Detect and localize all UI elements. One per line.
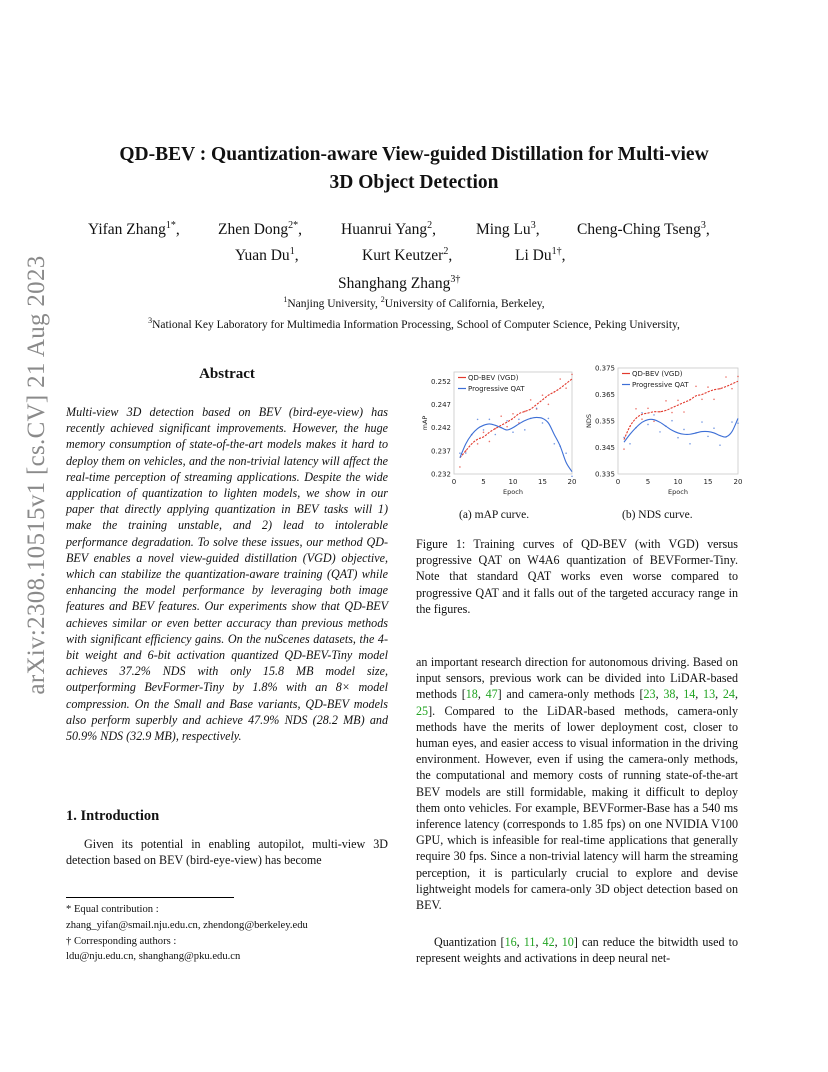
subcaption-a: (a) mAP curve.	[459, 509, 530, 521]
x-axis-label: Epoch	[503, 488, 523, 496]
x-tick-label: 0	[451, 478, 457, 486]
data-point	[653, 414, 655, 416]
y-tick-label: 0.232	[430, 470, 451, 479]
data-point	[489, 419, 491, 421]
author: Li $Du^{1\dagger}$,	[515, 246, 566, 265]
author: Zhen Dong$^{2*}$,	[218, 220, 303, 239]
data-point	[647, 407, 649, 409]
y-tick-label: 0.335	[594, 470, 615, 479]
footnote-line: † Corresponding authors :	[66, 935, 177, 947]
author: Yifan Zhang$^{1*}$,	[88, 220, 180, 239]
data-point	[683, 429, 685, 431]
legend-label: QD-BEV (VGD)	[632, 370, 683, 378]
affiliation-line-2: $^3$National Key Laboratory for Multimedia Information Processing, School of Computer Science, Peking University,	[148, 316, 680, 331]
y-tick-label: 0.355	[594, 417, 615, 426]
data-point	[653, 420, 655, 422]
data-point	[465, 452, 467, 454]
x-tick-label: 15	[538, 478, 547, 486]
footnote-line: * Equal contribution :	[66, 904, 159, 915]
data-point	[542, 422, 544, 424]
x-tick-label: 5	[645, 478, 651, 486]
data-point	[489, 441, 491, 443]
data-point	[623, 448, 625, 450]
data-point	[571, 475, 573, 477]
data-point	[548, 418, 550, 420]
data-point	[459, 466, 461, 468]
data-point	[548, 404, 550, 406]
data-point	[530, 399, 532, 401]
data-point	[689, 443, 691, 445]
arxiv-id: arXiv:2308.10515v1 [cs.CV] 21 Aug 2023	[23, 255, 50, 695]
footnote-line: zhang_yifan@smail.nju.edu.cn, zhendong@berkeley.edu	[66, 919, 308, 931]
citation: 42	[542, 935, 555, 949]
citation: 10	[561, 935, 574, 949]
data-point	[671, 420, 673, 422]
data-point	[506, 420, 508, 422]
footnote-line: ldu@nju.edu.cn, shanghang@pku.edu.cn	[66, 951, 241, 963]
x-tick-label: 0	[615, 478, 621, 486]
data-point	[683, 411, 685, 413]
data-point	[701, 421, 703, 423]
data-point	[737, 376, 739, 378]
data-point	[701, 398, 703, 400]
subcaption-b: (b) NDS curve.	[622, 509, 693, 521]
paper-title	[60, 141, 768, 197]
data-point	[495, 434, 497, 436]
data-point	[565, 387, 567, 389]
x-tick-label: 20	[733, 478, 743, 486]
data-point	[459, 452, 461, 454]
citation: 14	[683, 687, 696, 702]
author: Huanrui Yang$^2$,	[341, 220, 436, 239]
arxiv-stamp	[20, 255, 54, 695]
data-point	[623, 437, 625, 439]
author: Shanghang Zhang$^{3\dagger}$	[338, 274, 461, 293]
title-line-2: 3D Object Detection	[329, 172, 499, 193]
data-point	[565, 452, 567, 454]
data-point	[500, 415, 502, 417]
x-tick-label: 15	[703, 478, 713, 486]
footnotes	[66, 902, 308, 965]
section-heading: 1. Introduction	[66, 808, 160, 824]
data-point	[506, 426, 508, 428]
y-tick-label: 0.375	[594, 364, 615, 373]
affiliation-line-1: $^1$Nanjing University, $^2$University of California, Berkeley,	[283, 295, 545, 310]
citation: 23	[643, 687, 656, 702]
title-line-1: QD-BEV : Quantization-aware View-guided Distillation for Multi-view	[119, 144, 709, 165]
data-point	[542, 394, 544, 396]
data-point	[677, 400, 679, 402]
citation: 24	[722, 687, 735, 702]
abstract-text: Multi-view 3D detection based on BEV (bird-eye-view) has recently achieved significant improvements. However, the huge memory consumption of state-of-the-art models makes it hard to deploy them on vehicles, and the non-trivial latency will affect the real-time perception of streaming applications. Despite the wide application of quantization to lighten models, we show in our paper that directly applying quantization in BEV tasks will 1) make the training unstable, and 2) lead to intolerable performance degradation. To solve these issues, our method QD-BEV enables a novel view-guided distillation (VGD) objective, which can stabilize the quantization-aware training (QAT) while enhancing the model performance by leveraging both image features and BEV features. Our experiments show that QD-BEV achieves similar or even better accuracy than previous methods with significant efficiency gains. On the nuScenes datasets, the 4-bit weight and 6-bit activation quantized QD-BEV-Tiny model achieves 37.2% NDS with only 15.8 MB model size, outperforming BevFormer-Tiny by 1.8% with an 8× model compression. On the Small and Base variants, QD-BEV models also perform superbly and achieve 47.9% NDS (28.2 MB) and 50.9% NDS (32.9 MB), respectively.	[66, 405, 388, 744]
author: Kurt Keutzer$^2$,	[362, 246, 453, 265]
data-point	[635, 408, 637, 410]
author: Cheng-Ching Tseng$^3$,	[577, 220, 710, 239]
data-point	[707, 386, 709, 388]
y-axis-label: NDS	[585, 414, 593, 428]
citation: 38	[663, 687, 676, 702]
data-point	[483, 429, 485, 431]
x-tick-label: 10	[673, 478, 683, 486]
x-tick-label: 20	[567, 478, 577, 486]
data-point	[629, 443, 631, 445]
data-point	[677, 437, 679, 439]
figure-caption: Figure 1: Training curves of QD-BEV (with VGD) versus progressive QAT on W4A6 quantization of BEVFormer-Tiny. Note that standard QAT works even worse compared to progressive QAT and it falls out of the targeted accuracy range in the figures.	[416, 537, 738, 616]
body-paragraph: an important research direction for autonomous driving. Based on input sensors, previous work can be divided into LiDAR-based methods [18, 47] and camera-only methods [23, 38, 14, 13, 24, 25]. Compared to the LiDAR-based methods, camera-only methods have the merits of lower deployment cost, closer to human eyes, and easier access to visual information in the driving environment. However, even if using the camera-only methods, the computational and memory costs of running state-of-the-art BEV models are still formidable, making it difficult to deploy them onto vehicles. For example, BEVFormer-Base has a 540 ms inference latency (corresponds to 1.85 fps) on one NVIDIA V100 GPU, which is infeasible for real-time applications that generally require 30 fps. Since a non-trivial latency will harm the streaming perception, it is particularly crucial to explore and devise lightweight models for camera-only 3D object detection based on BEV.	[416, 655, 738, 913]
citation: 18	[465, 687, 478, 702]
abstract-heading: Abstract	[199, 366, 255, 382]
data-point	[554, 443, 556, 445]
data-point	[659, 431, 661, 433]
data-point	[731, 421, 733, 423]
nds-chart	[578, 362, 748, 506]
map-chart	[416, 366, 582, 506]
y-tick-label: 0.247	[430, 400, 451, 409]
intro-paragraph: Given its potential in enabling autopilot, multi-view 3D detection based on BEV (bird-eye-view) has become	[66, 837, 388, 868]
data-point	[707, 436, 709, 438]
y-tick-label: 0.345	[594, 444, 615, 452]
y-tick-label: 0.237	[430, 447, 451, 456]
legend-label: Progressive QAT	[468, 385, 525, 393]
data-point	[641, 418, 643, 420]
data-point	[477, 419, 479, 421]
data-point	[477, 443, 479, 445]
y-tick-label: 0.242	[430, 424, 451, 433]
data-point	[665, 400, 667, 402]
data-point	[647, 424, 649, 426]
citation: 47	[485, 687, 498, 702]
data-point	[695, 385, 697, 387]
data-point	[512, 413, 514, 415]
data-point	[536, 407, 538, 409]
data-point	[512, 431, 514, 433]
data-point	[671, 412, 673, 414]
data-point	[559, 378, 561, 380]
x-tick-label: 5	[481, 478, 486, 486]
citation: 13	[703, 687, 716, 702]
data-point	[483, 432, 485, 434]
y-axis-label: mAP	[421, 415, 429, 431]
data-point	[641, 412, 643, 414]
footnote-rule	[66, 897, 234, 898]
legend-label: QD-BEV (VGD)	[468, 374, 519, 382]
citation: 11	[523, 935, 536, 949]
y-tick-label: 0.252	[430, 377, 451, 386]
data-point	[713, 398, 715, 400]
data-point	[737, 422, 739, 424]
data-point	[518, 419, 520, 421]
x-axis-label: Epoch	[668, 488, 688, 496]
data-point	[713, 427, 715, 429]
citation: 16	[504, 935, 517, 949]
x-tick-label: 10	[508, 478, 518, 486]
legend-label: Progressive QAT	[632, 381, 689, 389]
y-tick-label: 0.365	[594, 391, 615, 399]
data-point	[731, 388, 733, 390]
citation: 25	[416, 703, 429, 718]
author: Yuan Du$^1$,	[235, 246, 299, 265]
data-point	[571, 374, 573, 376]
data-point	[524, 429, 526, 431]
data-point	[725, 376, 727, 378]
data-point	[719, 444, 721, 446]
author: Ming Lu$^3$,	[476, 220, 540, 239]
body-paragraph: Quantization [16, 11, 42, 10] can reduce the bitwidth used to represent weights and activations in deep neural net-	[416, 935, 739, 966]
